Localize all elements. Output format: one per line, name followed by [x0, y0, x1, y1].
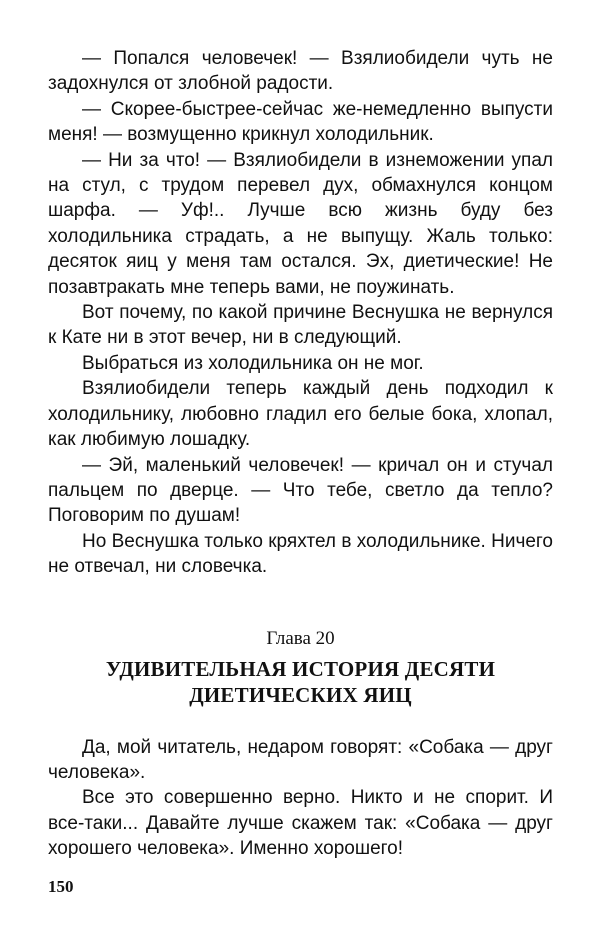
- page-number: 150: [48, 877, 74, 896]
- paragraph: — Эй, маленький человечек! — кричал он и стучал пальцем по дверце. — Что тебе, светло да тепло? Поговорим по душам!: [48, 454, 553, 527]
- chapter-title-line: ДИЕТИЧЕСКИХ ЯИЦ: [189, 682, 412, 707]
- paragraph: — Ни за что! — Взялиобидели в изнеможении упал на стул, с трудом перевел дух, обмахнулся концом шарфа. — Уф!.. Лучше всю жизнь буду без холодильника страдать, а не выпущу. Жаль только: десяток яиц у меня там остался. Эх, диетические! Не позавтракать мне теперь вами, не поужинать.: [48, 149, 553, 298]
- chapter-title-line: УДИВИТЕЛЬНАЯ ИСТОРИЯ ДЕСЯТИ: [105, 656, 496, 681]
- chapter-heading: [48, 627, 553, 708]
- paragraph: Выбраться из холодильника он не мог.: [82, 352, 424, 374]
- paragraph: — Скорее-быстрее-сейчас же-немедленно выпусти меня! — возмущенно крикнул холодильник.: [48, 98, 553, 146]
- paragraph: Взялиобидели теперь каждый день подходил к холодильнику, любовно гладил его белые бока, хлопал, как любимую лошадку.: [48, 378, 553, 451]
- paragraph: — Попался человечек! — Взялиобидели чуть не задохнулся от злобной радости.: [48, 48, 553, 95]
- chapter-label: Глава 20: [266, 627, 335, 649]
- paragraph: Все это совершенно верно. Никто и не спорит. И все-таки... Давайте лучше скажем так: «Собака — друг хорошего человека». Именно хорошего!: [48, 787, 553, 860]
- page-content: [48, 46, 553, 862]
- chapter-title: [48, 656, 553, 708]
- paragraph: Вот почему, по какой причине Веснушка не вернулся к Кате ни в этот вечер, ни в следующий.: [48, 302, 553, 349]
- paragraph: Но Веснушка только кряхтел в холодильнике. Ничего не отвечал, ни словечка.: [48, 530, 553, 578]
- chapter-body: [48, 735, 553, 862]
- paragraph: Да, мой читатель, недаром говорят: «Собака — друг человека».: [48, 736, 553, 783]
